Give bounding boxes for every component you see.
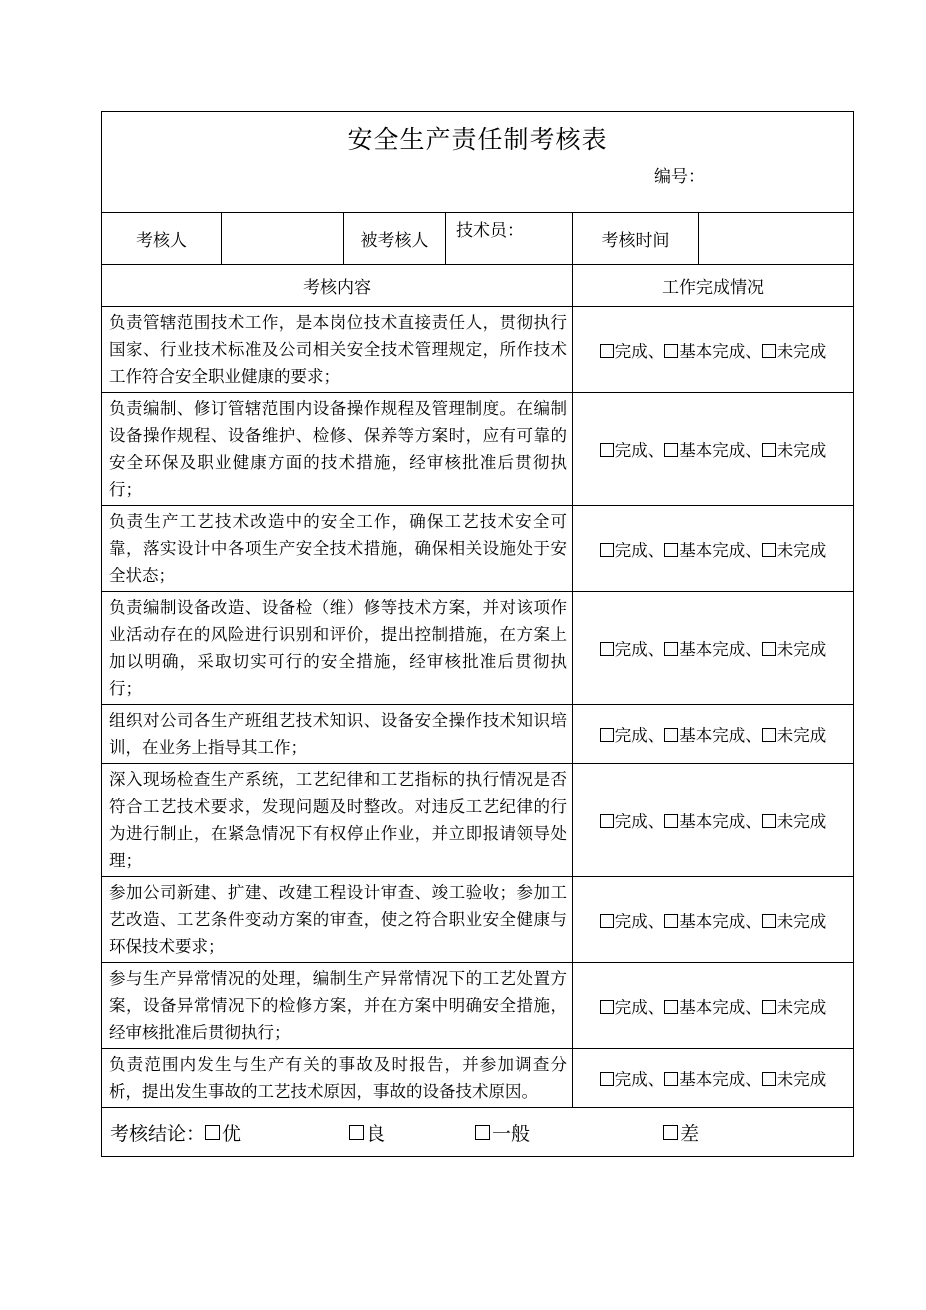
checkbox[interactable] bbox=[205, 1125, 220, 1140]
time-label: 考核时间 bbox=[573, 213, 699, 265]
content-header: 考核内容 bbox=[102, 265, 573, 307]
status-option-label: 完成 bbox=[614, 911, 648, 931]
status-separator: 、 bbox=[647, 341, 665, 361]
checkbox[interactable] bbox=[600, 914, 614, 928]
status-option-label: 基本完成 bbox=[679, 341, 746, 361]
checkbox[interactable] bbox=[664, 914, 678, 928]
status-option-label: 基本完成 bbox=[679, 812, 746, 831]
assessment-table bbox=[101, 111, 854, 1157]
status-separator: 、 bbox=[745, 1070, 762, 1089]
table-row bbox=[102, 764, 854, 877]
status-option-label: 未完成 bbox=[776, 640, 827, 659]
status-option-label: 基本完成 bbox=[679, 441, 746, 460]
checkbox[interactable] bbox=[664, 642, 678, 656]
checkbox[interactable] bbox=[762, 543, 776, 557]
status-option-label: 未完成 bbox=[776, 812, 827, 831]
status-option[interactable] bbox=[600, 812, 648, 831]
status-separator: 、 bbox=[647, 726, 665, 745]
table-row bbox=[102, 1049, 854, 1108]
checkbox[interactable] bbox=[762, 728, 776, 742]
status-option[interactable] bbox=[762, 640, 827, 659]
status-separator: 、 bbox=[745, 640, 762, 659]
assessment-item-content: 负责生产工艺技术改造中的安全工作，确保工艺技术安全可靠，落实设计中各项生产安全技术措施，确保相关设施处于安全状态； bbox=[102, 506, 573, 592]
status-option[interactable] bbox=[600, 912, 648, 931]
completion-status bbox=[573, 705, 854, 764]
checkbox[interactable] bbox=[600, 344, 614, 358]
status-option[interactable] bbox=[762, 1070, 827, 1089]
status-option[interactable] bbox=[762, 998, 827, 1017]
checkbox[interactable] bbox=[600, 1072, 614, 1086]
checkbox[interactable] bbox=[762, 814, 776, 828]
serial-label: 编号： bbox=[654, 167, 705, 187]
status-option[interactable] bbox=[664, 441, 745, 460]
status-separator: 、 bbox=[745, 441, 762, 460]
status-option[interactable] bbox=[664, 912, 745, 931]
assessee-field[interactable]: 技术员： bbox=[446, 213, 573, 265]
status-option[interactable] bbox=[762, 912, 827, 931]
checkbox[interactable] bbox=[600, 814, 614, 828]
table-row bbox=[102, 877, 854, 963]
completion-status bbox=[573, 592, 854, 705]
assessment-item-content: 深入现场检查生产系统，工艺纪律和工艺指标的执行情况是否符合工艺技术要求，发现问题及时整改。对违反工艺纪律的行为进行制止，在紧急情况下有权停止作业，并立即报请领导处理； bbox=[102, 764, 573, 877]
completion-status bbox=[573, 963, 854, 1049]
header-row bbox=[102, 265, 854, 307]
status-separator: 、 bbox=[745, 997, 762, 1017]
checkbox[interactable] bbox=[664, 1000, 678, 1014]
time-field[interactable] bbox=[699, 213, 854, 265]
status-separator: 、 bbox=[745, 911, 762, 931]
checkbox[interactable] bbox=[664, 814, 678, 828]
status-option[interactable] bbox=[664, 640, 745, 659]
checkbox[interactable] bbox=[762, 642, 776, 656]
status-option[interactable] bbox=[664, 1070, 745, 1089]
table-row bbox=[102, 307, 854, 393]
assessment-item-content: 组织对公司各生产班组艺技术知识、设备安全操作技术知识培训，在业务上指导其工作； bbox=[102, 705, 573, 764]
conclusion-row bbox=[102, 1108, 854, 1157]
status-option[interactable] bbox=[762, 812, 827, 831]
status-option-label: 完成 bbox=[614, 812, 648, 831]
status-option-label: 完成 bbox=[614, 997, 648, 1017]
status-separator: 、 bbox=[745, 341, 762, 361]
status-option-label: 完成 bbox=[614, 1070, 648, 1089]
status-option-label: 未完成 bbox=[776, 997, 827, 1017]
assessment-item-content: 负责编制设备改造、设备检（维）修等技术方案，并对该项作业活动存在的风险进行识别和评价，提出控制措施，在方案上加以明确，采取切实可行的安全措施，经审核批准后贯彻执行； bbox=[102, 592, 573, 705]
page-title: 安全生产责任制考核表 bbox=[347, 125, 608, 154]
conclusion-option-label: 优 bbox=[222, 1122, 242, 1145]
status-option-label: 完成 bbox=[614, 441, 648, 460]
status-option-label: 完成 bbox=[614, 540, 648, 560]
status-separator: 、 bbox=[647, 640, 665, 659]
status-separator: 、 bbox=[647, 1070, 665, 1089]
status-option-label: 基本完成 bbox=[679, 640, 746, 659]
assessee-label: 被考核人 bbox=[344, 213, 446, 265]
status-option[interactable] bbox=[664, 541, 745, 560]
checkbox[interactable] bbox=[664, 1072, 678, 1086]
checkbox[interactable] bbox=[349, 1125, 364, 1140]
status-option-label: 基本完成 bbox=[679, 1070, 746, 1089]
status-option-label: 未完成 bbox=[776, 441, 827, 460]
checkbox[interactable] bbox=[600, 728, 614, 742]
checkbox[interactable] bbox=[664, 443, 678, 457]
status-header: 工作完成情况 bbox=[573, 265, 854, 307]
status-option-label: 未完成 bbox=[776, 726, 827, 745]
checkbox[interactable] bbox=[762, 914, 776, 928]
status-option-label: 完成 bbox=[614, 726, 648, 745]
conclusion-option[interactable] bbox=[205, 1119, 241, 1146]
conclusion-option[interactable] bbox=[475, 1119, 530, 1146]
status-option[interactable] bbox=[600, 541, 648, 560]
assessment-item-content: 负责编制、修订管辖范围内设备操作规程及管理制度。在编制设备操作规程、设备维护、检修、保养等方案时，应有可靠的安全环保及职业健康方面的技术措施，经审核批准后贯彻执行； bbox=[102, 393, 573, 506]
status-option[interactable] bbox=[600, 640, 648, 659]
conclusion-cell bbox=[102, 1108, 854, 1157]
status-option[interactable] bbox=[664, 998, 745, 1017]
assessor-label: 考核人 bbox=[102, 213, 222, 265]
meta-row bbox=[102, 213, 854, 265]
assessment-item-content: 负责范围内发生与生产有关的事故及时报告，并参加调查分析，提出发生事故的工艺技术原因，事故的设备技术原因。 bbox=[102, 1049, 573, 1108]
checkbox[interactable] bbox=[600, 642, 614, 656]
table-row bbox=[102, 393, 854, 506]
status-separator: 、 bbox=[647, 441, 665, 460]
completion-status bbox=[573, 764, 854, 877]
status-option[interactable] bbox=[600, 1070, 648, 1089]
assessment-item-content: 参与生产异常情况的处理，编制生产异常情况下的工艺处置方案，设备异常情况下的检修方案，并在方案中明确安全措施，经审核批准后贯彻执行； bbox=[102, 963, 573, 1049]
checkbox[interactable] bbox=[600, 543, 614, 557]
completion-status bbox=[573, 1049, 854, 1108]
conclusion-option[interactable] bbox=[663, 1119, 699, 1146]
title-cell bbox=[102, 112, 854, 213]
status-option[interactable] bbox=[664, 812, 745, 831]
status-separator: 、 bbox=[647, 997, 665, 1017]
conclusion-option-label: 差 bbox=[680, 1122, 700, 1145]
table-row bbox=[102, 963, 854, 1049]
status-option[interactable] bbox=[762, 342, 827, 361]
checkbox[interactable] bbox=[664, 344, 678, 358]
status-option[interactable] bbox=[664, 726, 745, 745]
assessment-item-content: 参加公司新建、扩建、改建工程设计审查、竣工验收；参加工艺改造、工艺条件变动方案的审查，使之符合职业安全健康与环保技术要求； bbox=[102, 877, 573, 963]
status-option[interactable] bbox=[762, 441, 827, 460]
status-option-label: 完成 bbox=[614, 341, 648, 361]
status-option-label: 未完成 bbox=[776, 341, 827, 361]
status-option[interactable] bbox=[600, 441, 648, 460]
checkbox[interactable] bbox=[663, 1125, 678, 1140]
status-option[interactable] bbox=[762, 726, 827, 745]
status-option-label: 未完成 bbox=[776, 1070, 827, 1089]
status-option-label: 未完成 bbox=[776, 911, 827, 931]
assessor-field[interactable] bbox=[222, 213, 344, 265]
completion-status bbox=[573, 307, 854, 393]
status-option-label: 基本完成 bbox=[679, 726, 746, 745]
status-option[interactable] bbox=[600, 726, 648, 745]
conclusion-label: 考核结论： bbox=[110, 1122, 206, 1145]
conclusion-option[interactable] bbox=[349, 1119, 385, 1146]
assessment-item-content: 负责管辖范围技术工作，是本岗位技术直接责任人，贯彻执行国家、行业技术标准及公司相关安全技术管理规定，所作技术工作符合安全职业健康的要求； bbox=[102, 307, 573, 393]
table-row bbox=[102, 592, 854, 705]
checkbox[interactable] bbox=[600, 443, 614, 457]
status-option-label: 基本完成 bbox=[679, 997, 746, 1017]
checkbox[interactable] bbox=[664, 728, 678, 742]
table-row bbox=[102, 705, 854, 764]
checkbox[interactable] bbox=[762, 1072, 776, 1086]
status-separator: 、 bbox=[647, 812, 665, 831]
status-option[interactable] bbox=[664, 342, 745, 361]
status-separator: 、 bbox=[745, 812, 762, 831]
checkbox[interactable] bbox=[762, 1000, 776, 1014]
status-option-label: 基本完成 bbox=[679, 911, 746, 931]
status-separator: 、 bbox=[647, 911, 665, 931]
checkbox[interactable] bbox=[762, 443, 776, 457]
checkbox[interactable] bbox=[600, 1000, 614, 1014]
checkbox[interactable] bbox=[664, 543, 678, 557]
status-separator: 、 bbox=[647, 540, 665, 560]
status-option-label: 基本完成 bbox=[679, 540, 746, 560]
assessment-form bbox=[101, 111, 853, 1157]
status-option[interactable] bbox=[600, 998, 648, 1017]
table-row bbox=[102, 506, 854, 592]
conclusion-option-label: 良 bbox=[366, 1122, 386, 1145]
checkbox[interactable] bbox=[762, 344, 776, 358]
completion-status bbox=[573, 393, 854, 506]
conclusion-option-label: 一般 bbox=[492, 1122, 531, 1145]
status-option[interactable] bbox=[600, 342, 648, 361]
status-option-label: 完成 bbox=[614, 640, 648, 659]
checkbox[interactable] bbox=[475, 1125, 490, 1140]
status-option[interactable] bbox=[762, 541, 827, 560]
status-option-label: 未完成 bbox=[776, 540, 827, 560]
completion-status bbox=[573, 877, 854, 963]
completion-status bbox=[573, 506, 854, 592]
status-separator: 、 bbox=[745, 540, 762, 560]
status-separator: 、 bbox=[745, 726, 762, 745]
serial-number bbox=[654, 162, 745, 187]
